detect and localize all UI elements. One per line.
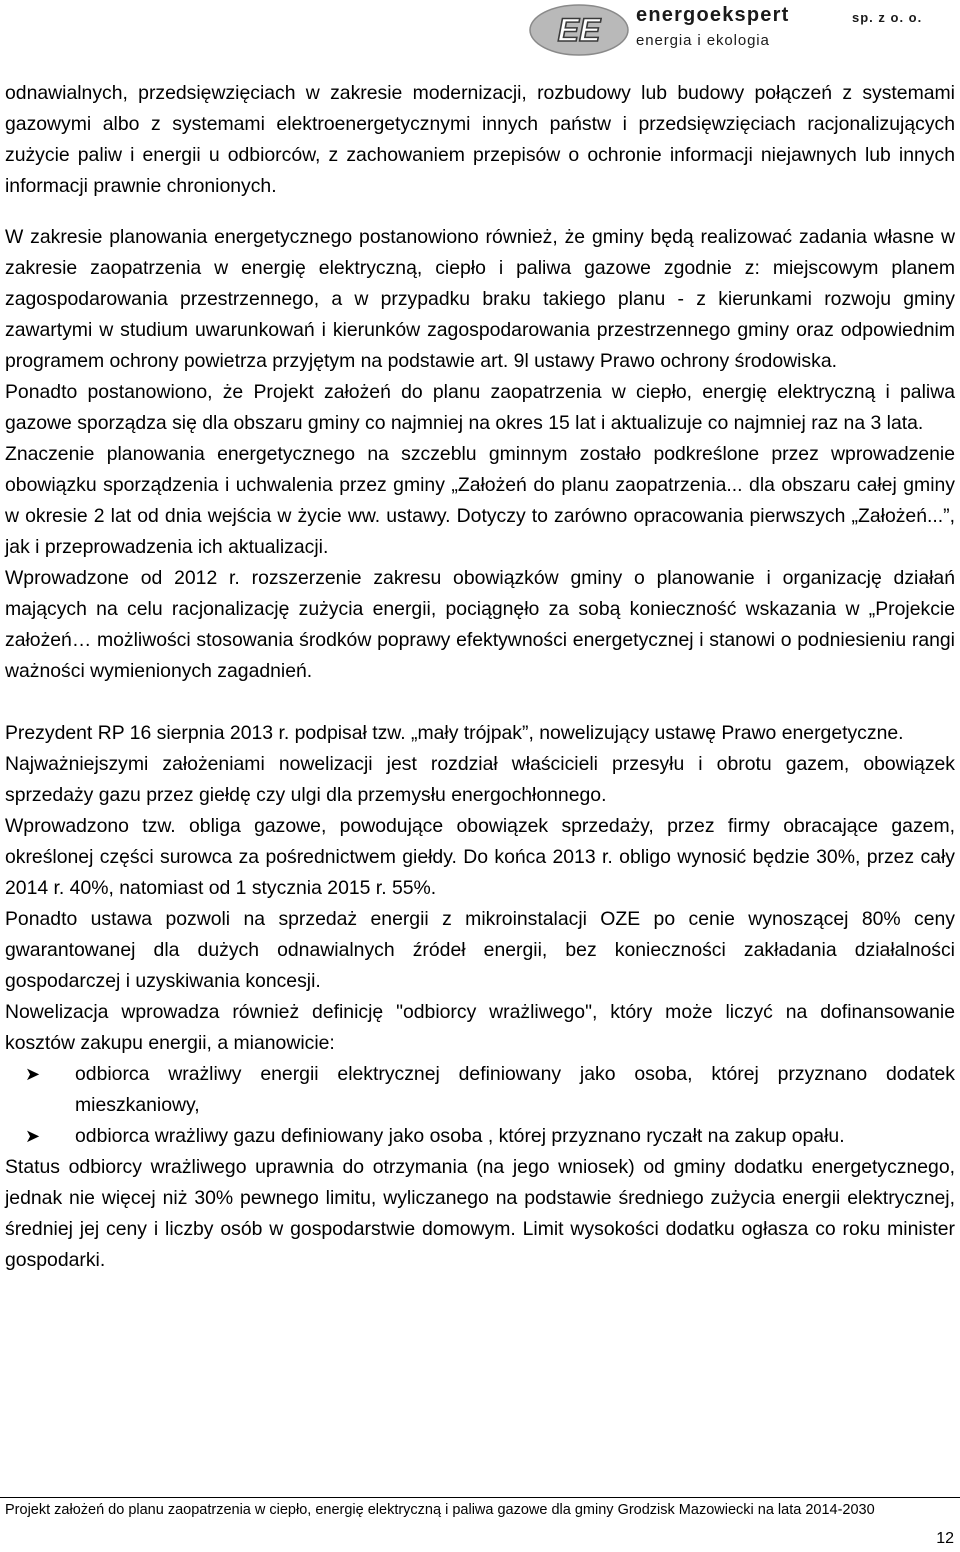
list-item — [5, 1059, 955, 1121]
energoekspert-logo — [528, 3, 630, 57]
arrow-bullet-icon: ➤ — [25, 1064, 41, 1084]
list-item-text: odbiorca wrażliwy energii elektrycznej definiowany jako osoba, której przyznano dodatek mieszkaniowy, — [75, 1063, 955, 1116]
paragraph: odnawialnych, przedsięwzięciach w zakresie modernizacji, rozbudowy lub budowy połączeń z systemami gazowymi albo z systemami elektroenergetycznymi innych państw i przedsięwzięciach racjonalizujących zużycie paliw i energii u odbiorców, z zachowaniem przepisów o ochronie informacji niejawnych lub innych informacji prawnie chronionych. — [5, 82, 955, 197]
logo-letters: EE — [557, 12, 601, 48]
list-item — [5, 1121, 955, 1152]
document-body — [5, 78, 955, 1276]
paragraph: Ponadto postanowiono, że Projekt założeń do planu zaopatrzenia w ciepło, energię elektryczną i paliwa gazowe sporządza się dla obszaru gminy co najmniej na okres 15 lat i aktualizuje co najmniej raz na 3 lata. — [5, 381, 955, 434]
paragraph: Prezydent RP 16 sierpnia 2013 r. podpisał tzw. „mały trójpak”, nowelizujący ustawę Prawo energetyczne. — [5, 722, 904, 744]
paragraph: Status odbiorcy wrażliwego uprawnia do otrzymania (na jego wniosek) od gminy dodatku energetycznego, jednak nie więcej niż 30% pewnego limitu, wyliczanego na podstawie średniego zużycia energii elektrycznej, średniej jej ceny i liczby osób w gospodarstwie domowym. Limit wysokości dodatku ogłasza co roku minister gospodarki. — [5, 1156, 955, 1271]
paragraph: Nowelizacja wprowadza również definicję "odbiorcy wrażliwego", który może liczyć na dofinansowanie kosztów zakupu energii, a mianowicie: — [5, 1001, 955, 1054]
arrow-bullet-icon: ➤ — [25, 1126, 41, 1146]
bullet-list — [5, 1059, 955, 1152]
footer-title: Projekt założeń do planu zaopatrzenia w ciepło, energię elektryczną i paliwa gazowe dla gminy Grodzisk Mazowiecki na lata 2014-2030 — [5, 1502, 875, 1518]
brand-tagline: energia i ekologia — [636, 32, 770, 49]
brand-name: energoekspert — [636, 4, 790, 26]
page-number: 12 — [936, 1530, 954, 1547]
paragraph: W zakresie planowania energetycznego postanowiono również, że gminy będą realizować zadania własne w zakresie zaopatrzenia w energię elektryczną, ciepło i paliwa gazowe zgodnie z: miejscowym planem zagospodarowania przestrzennego, a w przypadku braku takiego planu - z kierunkami rozwoju gminy zawartymi w studium uwarunkowań i kierunków zagospodarowania przestrzennego gminy oraz odpowiednim programem ochrony powietrza przyjętym na podstawie art. 9l ustawy Prawo ochrony środowiska. — [5, 226, 955, 372]
paragraph: Ponadto ustawa pozwoli na sprzedaż energii z mikroinstalacji OZE po cenie wynoszącej 80% ceny gwarantowanej dla dużych odnawialnych źródeł energii, bez konieczności zakładania działalności gospodarczej i uzyskiwania koncesji. — [5, 908, 955, 992]
footer-divider — [0, 1497, 960, 1498]
page-header — [0, 0, 960, 62]
paragraph: Znaczenie planowania energetycznego na szczeblu gminnym zostało podkreślone przez wprowadzenie obowiązku sporządzenia i uchwalenia przez gminy „Założeń do planu zaopatrzenia... dla obszaru całej gminy w okresie 2 lat od dnia wejścia w życie ww. ustawy. Dotyczy to zarówno opracowania pierwszych „Założeń...”, jak i przeprowadzenia ich aktualizacji. — [5, 443, 955, 558]
paragraph: Najważniejszymi założeniami nowelizacji jest rozdział właścicieli przesyłu i obrotu gazem, obowiązek sprzedaży gazu przez giełdę czy ulgi dla przemysłu energochłonnego. — [5, 753, 955, 806]
paragraph: Wprowadzone od 2012 r. rozszerzenie zakresu obowiązków gminy o planowanie i organizację działań mających na celu racjonalizację zużycia energii, pociągnęło za sobą konieczność wskazania w „Projekcie założeń… możliwości stosowania środków poprawy efektywności energetycznej i stanowi o podniesieniu rangi ważności wymienionych zagadnień. — [5, 567, 955, 682]
company-form: sp. z o. o. — [852, 10, 923, 25]
paragraph: Wprowadzono tzw. obliga gazowe, powodujące obowiązek sprzedaży, przez firmy obracające gazem, określonej części surowca za pośrednictwem giełdy. Do końca 2013 r. obligo wynosić będzie 30%, przez cały 2014 r. 40%, natomiast od 1 stycznia 2015 r. 55%. — [5, 815, 955, 899]
list-item-text: odbiorca wrażliwy gazu definiowany jako osoba , której przyznano ryczałt na zakup opału. — [75, 1125, 845, 1147]
